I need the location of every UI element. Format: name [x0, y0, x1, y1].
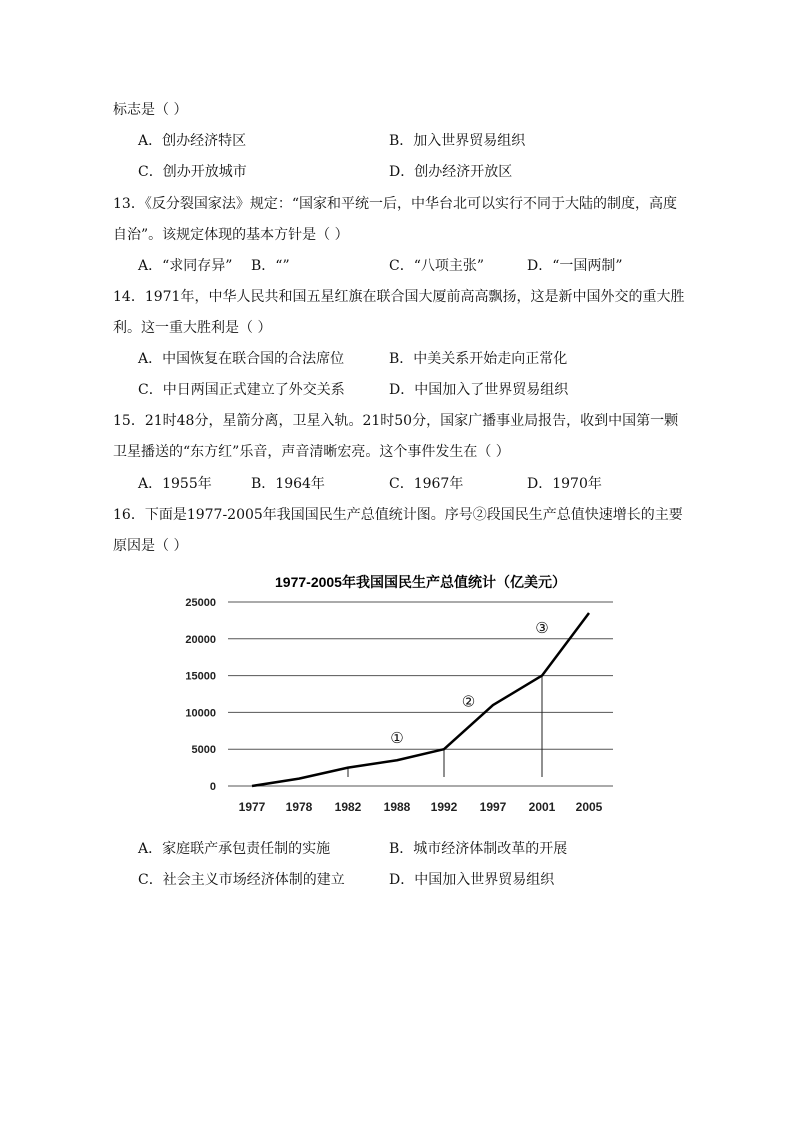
chart-svg [168, 565, 628, 825]
segment-marker: ② [461, 692, 476, 711]
question-line: 利。这一重大胜利是（ ） [113, 320, 272, 336]
answer-option[interactable]: D．中国加入了世界贸易组织 [389, 382, 569, 398]
answer-option[interactable]: A．创办经济特区 [138, 133, 247, 149]
question-line: 标志是（ ） [113, 102, 188, 118]
y-tick-label: 0 [209, 781, 216, 793]
chart-title: 1977-2005年我国国民生产总值统计（亿美元） [275, 574, 566, 590]
answer-option[interactable]: A．中国恢复在联合国的合法席位 [138, 351, 345, 367]
y-tick-label: 20000 [185, 633, 216, 646]
answer-option[interactable]: B．1964年 [251, 476, 325, 492]
segment-marker: ① [390, 729, 404, 748]
answer-option[interactable]: C．1967年 [389, 476, 464, 492]
answer-option[interactable]: C．社会主义市场经济体制的建立 [138, 872, 345, 888]
answer-option[interactable]: B．“” [251, 258, 290, 274]
question-line: 15．21时48分，星箭分离，卫星入轨。21时50分，国家广播事业局报告，收到中国第一颗 [113, 413, 679, 429]
answer-option[interactable]: B．中美关系开始走向正常化 [389, 351, 568, 367]
x-tick-label: 1982 [334, 800, 362, 814]
question-line: 卫星播送的“东方红”乐音，声音清晰宏亮。这个事件发生在（ ） [113, 444, 510, 460]
answer-option[interactable]: D．创办经济开放区 [389, 164, 513, 180]
answer-option[interactable]: D．1970年 [527, 476, 602, 492]
answer-option[interactable]: A．1955年 [138, 476, 212, 492]
answer-option[interactable]: B．加入世界贸易组织 [389, 133, 526, 149]
y-tick-label: 10000 [185, 707, 216, 720]
y-tick-label: 15000 [185, 670, 216, 683]
question-line: 原因是（ ） [113, 538, 188, 554]
x-tick-label: 1992 [430, 800, 458, 814]
question-line: 自治”。该规定体现的基本方针是（ ） [113, 227, 349, 243]
gnp-line-chart [168, 565, 628, 825]
answer-option[interactable]: C．创办开放城市 [138, 164, 247, 180]
segment-marker: ③ [535, 618, 549, 637]
question-line: 14．1971年，中华人民共和国五星红旗在联合国大厦前高高飘扬，这是新中国外交的重大胜 [113, 289, 685, 305]
x-tick-label: 1988 [383, 800, 411, 814]
question-line: 16．下面是1977-2005年我国国民生产总值统计图。序号②段国民生产总值快速增长的主要 [113, 507, 683, 523]
answer-option[interactable]: B．城市经济体制改革的开展 [389, 841, 568, 857]
x-tick-label: 2001 [528, 800, 556, 814]
y-tick-label: 5000 [191, 744, 216, 757]
question-line: 13．《反分裂国家法》规定：“国家和平统一后，中华台北可以实行不同于大陆的制度，高度 [113, 196, 677, 212]
answer-option[interactable]: D．“一国两制” [527, 258, 623, 274]
answer-option[interactable]: C．“八项主张” [389, 258, 485, 274]
x-tick-label: 2005 [575, 800, 603, 814]
answer-option[interactable]: A．“求同存异” [138, 258, 233, 274]
answer-option[interactable]: C．中日两国正式建立了外交关系 [138, 382, 345, 398]
answer-option[interactable]: A．家庭联产承包责任制的实施 [138, 841, 331, 857]
y-tick-label: 25000 [185, 597, 216, 609]
answer-option[interactable]: D．中国加入世界贸易组织 [389, 872, 555, 888]
x-tick-label: 1997 [479, 800, 507, 814]
x-tick-label: 1977 [238, 800, 266, 814]
x-tick-label: 1978 [285, 800, 313, 814]
